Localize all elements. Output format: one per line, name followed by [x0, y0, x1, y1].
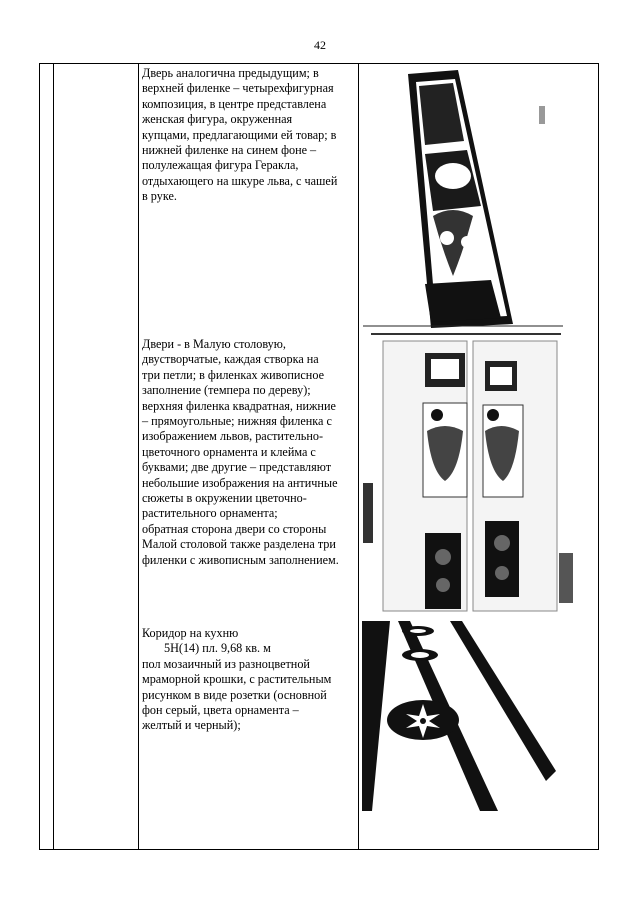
- double-door-photo: [363, 333, 573, 616]
- text-line: отдыхающего на шкуре льва, с чашей: [142, 173, 338, 188]
- text-line: фон серый, цвета орнамента –: [142, 703, 299, 718]
- mosaic-floor-photo: [362, 621, 574, 811]
- row-2-description: [142, 337, 356, 568]
- text-line: три петли; в филенках живописное: [142, 367, 324, 382]
- text-line: растительного орнамента;: [142, 506, 278, 521]
- row-1-description: [142, 66, 356, 205]
- text-line: двустворчатые, каждая створка на: [142, 352, 319, 367]
- text-line: изображением львов, растительно-: [142, 429, 324, 444]
- text-line: желтый и черный);: [142, 718, 241, 733]
- text-line: купцами, предлагающими ей товар; в: [142, 127, 337, 142]
- door-photo: [363, 66, 563, 328]
- text-line: сюжеты в окружении цветочно-: [142, 491, 307, 506]
- text-line: мраморной крошки, с растительным: [142, 672, 332, 687]
- row-3-description: [142, 626, 356, 734]
- text-line: верхняя филенка квадратная, нижние: [142, 398, 336, 413]
- column-divider: [138, 64, 139, 849]
- text-line: – прямоугольные; нижняя филенка с: [142, 414, 332, 429]
- room-area: 5Н(14) пл. 9,68 кв. м: [164, 641, 271, 656]
- text-line: композиция, в центре представлена: [142, 96, 327, 111]
- text-line: Дверь аналогична предыдущим; в: [142, 66, 319, 80]
- text-line: Двери - в Малую столовую,: [142, 337, 286, 351]
- text-line: буквами; две другие – представляют: [142, 460, 332, 475]
- text-line: цветочного орнамента и клейма с: [142, 444, 316, 459]
- text-line: филенки с живописным заполнением.: [142, 552, 339, 567]
- text-line: заполнение (темпера по дереву);: [142, 383, 311, 398]
- column-divider: [358, 64, 359, 849]
- text-line: рисунком в виде розетки (основной: [142, 687, 327, 702]
- text-line: женская фигура, окруженная: [142, 112, 293, 127]
- section-title: Коридор на кухню: [142, 626, 239, 640]
- text-line: обратная сторона двери со стороны: [142, 521, 327, 536]
- text-line: нижней филенке на синем фоне –: [142, 143, 317, 158]
- text-line: небольшие изображения на античные: [142, 475, 338, 490]
- text-line: верхней филенке – четырехфигурная: [142, 81, 334, 96]
- column-divider: [53, 64, 54, 849]
- text-line: пол мозаичный из разноцветной: [142, 656, 310, 671]
- text-line: в руке.: [142, 189, 177, 204]
- text-line: Малой столовой также разделена три: [142, 537, 336, 552]
- text-line: полулежащая фигура Геракла,: [142, 158, 299, 173]
- page-number: 42: [314, 38, 326, 52]
